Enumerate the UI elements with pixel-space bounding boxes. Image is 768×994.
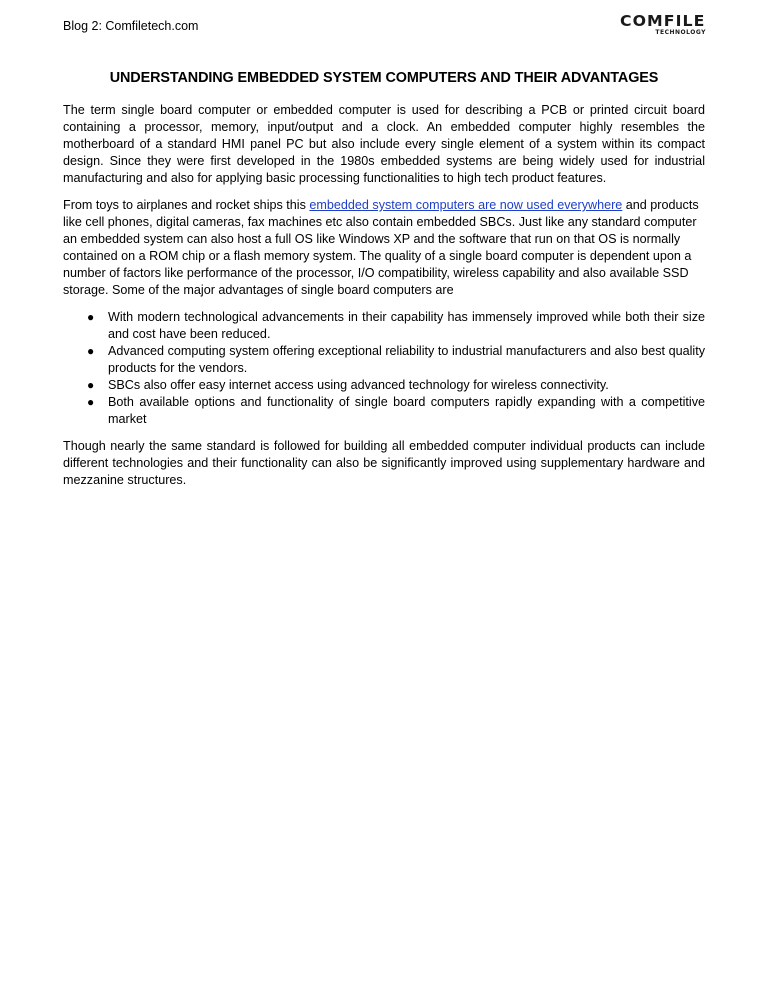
comfile-logo [620,14,710,38]
logo-sub-text: TECHNOLOGY [655,29,706,36]
list-item [63,377,705,394]
list-item [63,394,705,428]
list-item-text: Both available options and functionality of single board computers rapidly expanding with a competitive market [108,395,705,426]
embedded-systems-link[interactable]: embedded system computers are now used everywhere [309,198,623,212]
paragraph-1: The term single board computer or embedded computer is used for describing a PCB or printed circuit board containing a processor, memory, input/output and a clock. An embedded computer highly resembles the motherboard of a standard HMI panel PC but also include every single element of a system within its compact design. Since they were first developed in the 1980s embedded systems are being widely used for industrial manufacturing and also for applying basic processing functionalities to high tech product features. [63,103,705,185]
paragraph-2-rest: and products like cell phones, digital cameras, fax machines etc also contain embedded SBCs. Just like any standard computer an embedded system can also host a full OS like Windows XP and the software that run on that OS is normally contained on a ROM chip or a flash memory system. The quality of a single board computer is dependent upon a number of factors like performance of the processor, I/O compatibility, wireless capability and also available SSD storage. Some of the major advantages of single board computers are [63,198,699,297]
bullet-icon: ● [87,310,95,324]
bullet-icon: ● [87,344,95,358]
bullet-icon: ● [87,378,95,392]
document-title: UNDERSTANDING EMBEDDED SYSTEM COMPUTERS AND THEIR ADVANTAGES [109,70,659,86]
blog-header-label: Blog 2: Comfiletech.com [63,19,199,33]
advantages-list [63,309,705,428]
logo-main-text: COMFILE [620,12,706,30]
list-item [63,343,705,377]
document-body [63,102,705,499]
bullet-icon: ● [87,395,95,409]
paragraph-2-intro: From toys to airplanes and rocket ships this [63,198,310,212]
list-item [63,309,705,343]
paragraph-3: Though nearly the same standard is followed for building all embedded computer individual products can include different technologies and their functionality can also be significantly improved using supplementary hardware and mezzanine structures. [63,439,705,487]
list-item-text: With modern technological advancements in their capability has immensely improved while both their size and cost have been reduced. [108,310,705,341]
paragraph-2 [63,197,705,299]
list-item-text: Advanced computing system offering exceptional reliability to industrial manufacturers and also best quality products for the vendors. [108,344,705,375]
list-item-text: SBCs also offer easy internet access using advanced technology for wireless connectivity. [108,378,609,392]
